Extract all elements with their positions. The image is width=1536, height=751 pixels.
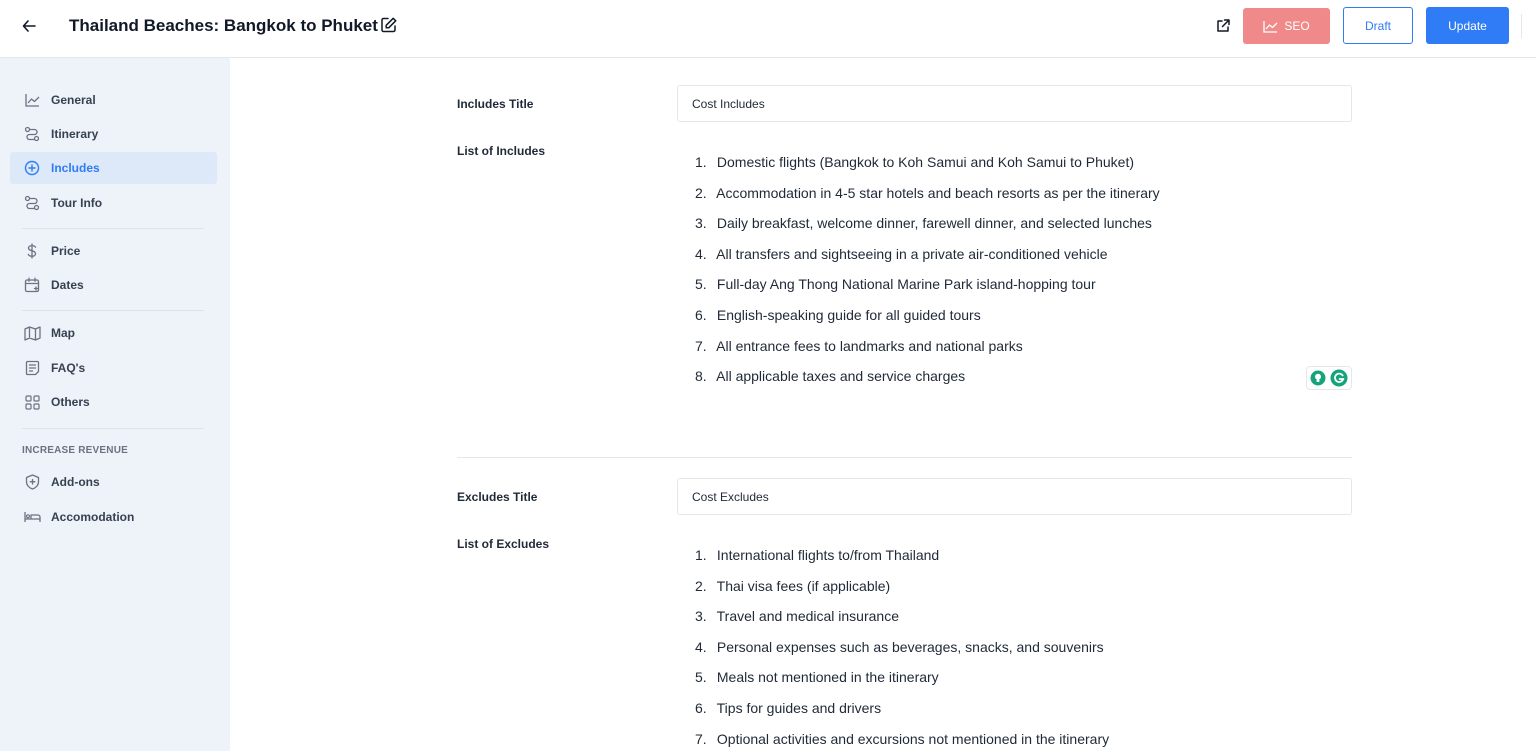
sidebar-item-label: General (51, 93, 96, 107)
calendar-icon (23, 276, 41, 294)
chart-line-icon (1263, 20, 1278, 33)
sidebar-item-add-ons[interactable] (10, 466, 217, 498)
excludes-title-input[interactable] (677, 478, 1352, 515)
sidebar-item-label: Map (51, 326, 75, 340)
list-item: 8. All applicable taxes and service charges (695, 368, 966, 385)
list-item: 2. Thai visa fees (if applicable) (695, 577, 891, 594)
header-divider (1521, 14, 1522, 38)
list-item: 1. International flights to/from Thailand (695, 547, 940, 563)
draft-button[interactable]: Draft (1343, 7, 1413, 44)
arrow-left-icon (22, 19, 36, 33)
excludes-list-label: List of Excludes (457, 537, 550, 551)
top-header (0, 0, 1536, 58)
chart-line-icon (23, 91, 41, 109)
plus-circle-icon (23, 159, 41, 177)
list-item: 4. All transfers and sightseeing in a private air-conditioned vehicle (695, 245, 1108, 262)
sidebar-item-label: Itinerary (51, 127, 99, 141)
preview-link-button[interactable] (1212, 15, 1234, 37)
list-item: 7. Optional activities and excursions not mentioned in the itinerary (695, 730, 1110, 747)
list-item: 6. English-speaking guide for all guided tours (695, 306, 981, 323)
route-icon (23, 125, 41, 143)
grammarly-widget[interactable] (1306, 366, 1352, 390)
sidebar-divider (22, 428, 204, 429)
lightbulb-icon (1310, 370, 1326, 386)
faq-icon (23, 359, 41, 377)
list-item: 1. Domestic flights (Bangkok to Koh Samui and Koh Samui to Phuket) (695, 154, 1134, 170)
sidebar-item-faqs[interactable] (10, 352, 217, 384)
sidebar-item-tour-info[interactable] (10, 187, 217, 219)
sidebar-item-label: Dates (51, 278, 84, 292)
pencil-square-icon (380, 16, 398, 34)
bed-icon (23, 508, 41, 526)
sidebar-item-label: Accomodation (51, 510, 135, 524)
route-icon (23, 194, 41, 212)
grammarly-icon (1330, 369, 1348, 387)
list-item: 3. Daily breakfast, welcome dinner, farewell dinner, and selected lunches (695, 215, 1152, 232)
edit-title-button[interactable] (380, 16, 400, 36)
includes-list-editor[interactable] (695, 153, 1160, 398)
list-item: 6. Tips for guides and drivers (695, 699, 882, 716)
page-title: Thailand Beaches: Bangkok to Phuket (69, 16, 378, 35)
list-item: 7. All entrance fees to landmarks and national parks (695, 337, 1023, 354)
sidebar-item-general[interactable] (10, 84, 217, 116)
grid-icon (23, 393, 41, 411)
dollar-icon (23, 242, 41, 260)
list-item: 3. Travel and medical insurance (695, 608, 899, 625)
list-item: 4. Personal expenses such as beverages, snacks, and souvenirs (695, 638, 1104, 655)
update-button[interactable]: Update (1426, 7, 1509, 44)
sidebar-item-dates[interactable] (10, 269, 217, 301)
sidebar-item-label: Price (51, 244, 81, 258)
sidebar-item-includes[interactable] (10, 152, 217, 184)
sidebar-item-label: Includes (51, 161, 100, 175)
includes-title-input[interactable] (677, 85, 1352, 122)
map-icon (23, 324, 41, 342)
section-divider (457, 457, 1352, 458)
sidebar-item-label: FAQ's (51, 361, 86, 375)
sidebar-item-label: Add-ons (51, 475, 100, 489)
sidebar-item-price[interactable] (10, 235, 217, 267)
sidebar-divider (22, 310, 204, 311)
seo-button[interactable] (1243, 8, 1330, 44)
sidebar-item-itinerary[interactable] (10, 118, 217, 150)
includes-list-label: List of Includes (457, 144, 546, 158)
back-button[interactable] (18, 15, 40, 37)
list-item: 5. Full-day Ang Thong National Marine Park island-hopping tour (695, 276, 1096, 293)
sidebar-item-accomodation[interactable] (10, 501, 217, 533)
includes-title-label: Includes Title (457, 97, 534, 111)
sidebar-divider (22, 228, 204, 229)
excludes-title-label: Excludes Title (457, 490, 538, 504)
sidebar (0, 58, 230, 751)
list-item: 2. Accommodation in 4-5 star hotels and beach resorts as per the itinerary (695, 184, 1160, 201)
shield-plus-icon (23, 473, 41, 491)
excludes-list-editor[interactable] (695, 546, 1109, 751)
section-label-increase-revenue: INCREASE REVENUE (22, 445, 128, 456)
sidebar-item-map[interactable] (10, 317, 217, 349)
list-item: 5. Meals not mentioned in the itinerary (695, 669, 939, 686)
external-link-icon (1215, 18, 1231, 34)
sidebar-item-label: Others (51, 395, 90, 409)
sidebar-item-label: Tour Info (51, 196, 103, 210)
sidebar-item-others[interactable] (10, 386, 217, 418)
seo-label: SEO (1284, 19, 1310, 33)
